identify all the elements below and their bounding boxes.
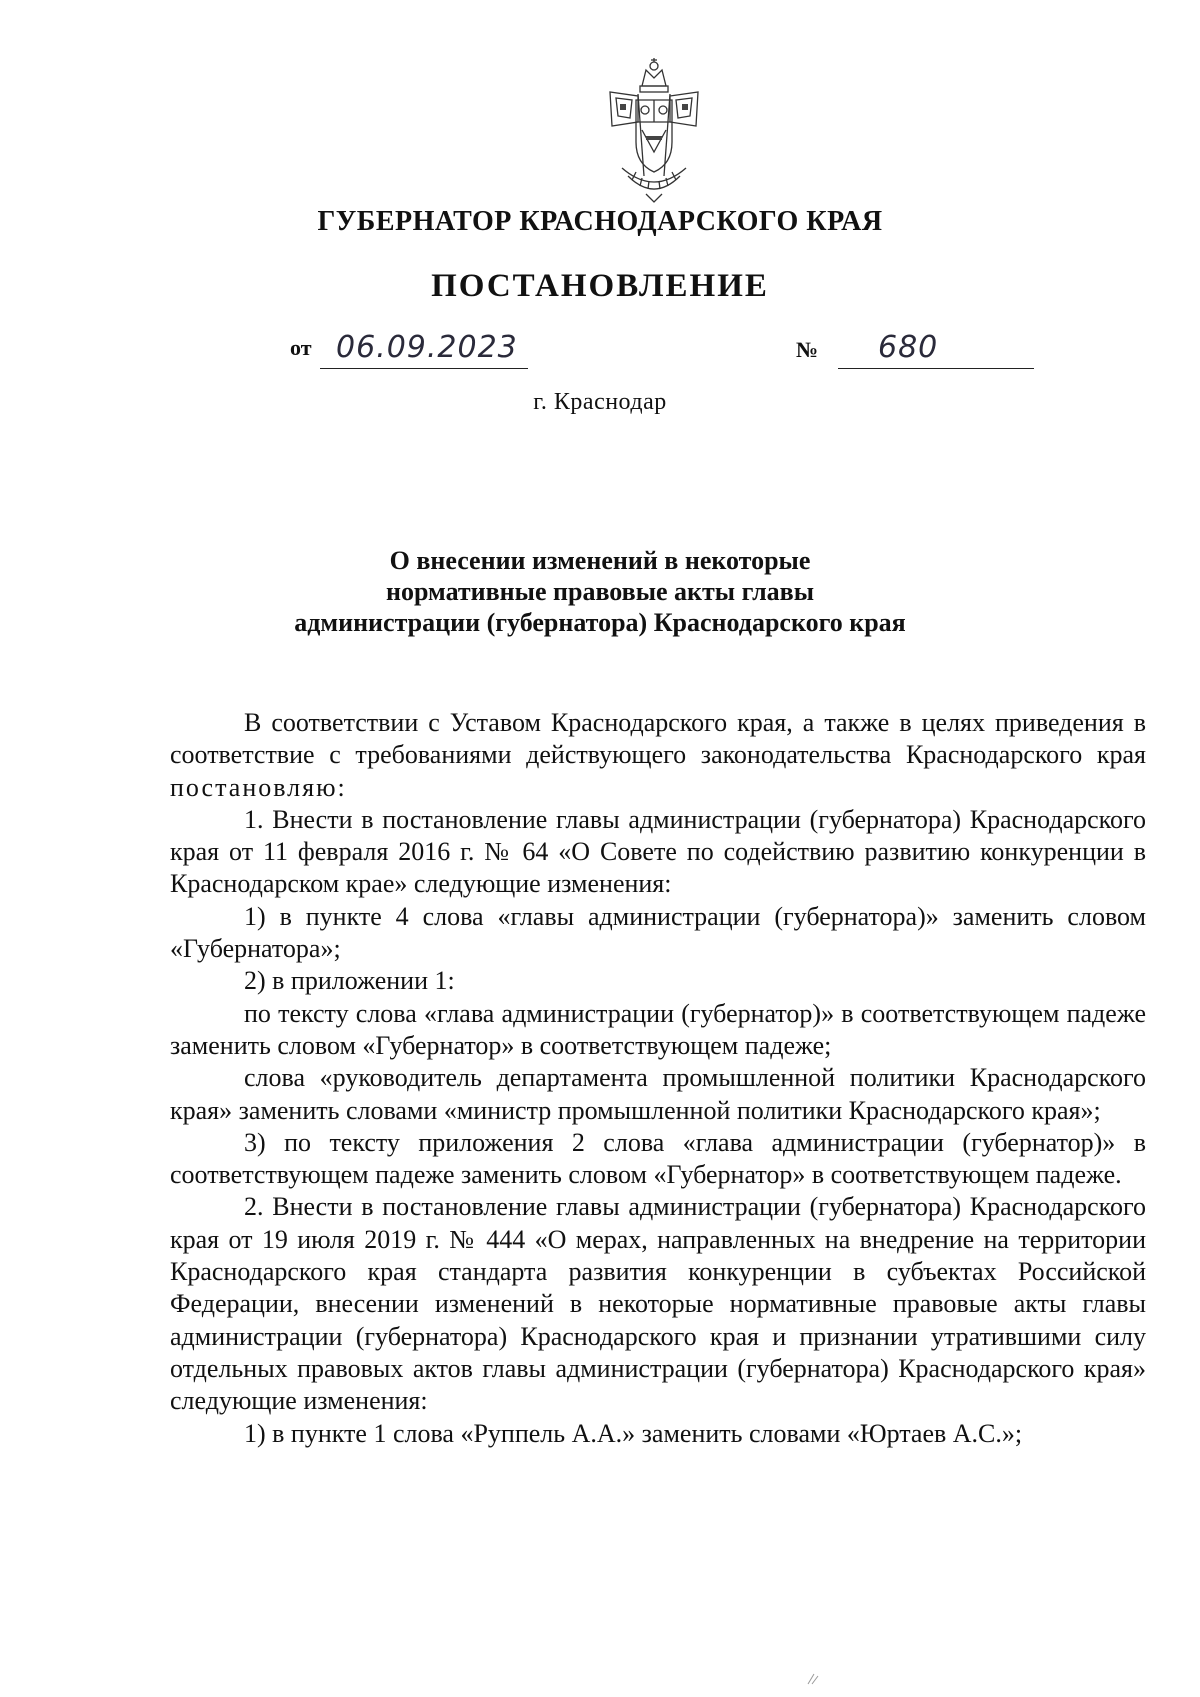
scan-mark-icon [806,1672,822,1686]
item-1-2: 2) в приложении 1: [244,966,455,996]
document-date: 06.09.2023 [336,330,518,365]
item-1-1: 1) в пункте 4 слова «главы администрации (губернатора)» заменить словом «Губернатора»; [170,901,1146,964]
document-subject [0,545,1200,638]
coat-of-arms-icon [602,56,706,206]
item-1-3: 3) по тексту приложения 2 слова «глава администрации (губернатор)» в соответствующем падеже заменить словом «Губернатор» в соответствующем падеже. [170,1127,1146,1190]
subject-line: нормативные правовые акты главы [385,577,815,606]
preamble-text: В соответствии с Уставом Краснодарского края, а также в целях приведения в соответствие с требованиями действующего законодательства Краснодарского края [170,708,1146,770]
number-underline [838,368,1034,369]
issuing-authority: ГУБЕРНАТОР КРАСНОДАРСКОГО КРАЯ [317,206,883,237]
item-1-2-a: по тексту слова «глава администрации (губернатор)» в соответствующем падеже заменить словом «Губернатор» в соответствующем падеже; [170,998,1146,1060]
document-type: ПОСТАНОВЛЕНИЕ [431,268,769,304]
preamble-paragraph [170,707,1146,804]
item-2: 2. Внести в постановление главы администрации (губернатора) Краснодарского края от 19 июля 2019 г. № 444 «О мерах, направленных на внедрение на территории Краснодарского края стандарта развития конкуренции в субъектах Российской Федерации, внесении изменений в некоторые нормативные правовые акты главы администрации (губернатора) Краснодарского края и признании утратившими силу отдельных правовых актов главы администрации (губернатора) Краснодарского края» следующие изменения: [170,1192,1146,1416]
item-1: 1. Внести в постановление главы администрации (губернатора) Краснодарского края от 11 февраля 2016 г. № 64 «О Совете по содействию развитию конкуренции в Краснодарском крае» следующие изменения: [170,804,1146,899]
number-prefix: № [796,337,819,362]
document-number: 680 [878,330,939,365]
item-2-1: 1) в пункте 1 слова «Руппель А.А.» заменить словами «Юртаев А.С.»; [244,1418,1023,1448]
date-prefix: от [290,335,312,360]
subject-line: О внесении изменений в некоторые [389,546,811,575]
decree-word: постановляю: [170,772,347,802]
issue-city: г. Краснодар [533,389,667,415]
subject-line: администрации (губернатора) Краснодарского края [294,608,906,637]
document-body [170,707,1146,1450]
item-1-2-b: слова «руководитель департамента промышленной политики Краснодарского края» заменить словами «министр промышленной политики Краснодарского края»; [170,1063,1146,1125]
date-underline [320,368,528,369]
